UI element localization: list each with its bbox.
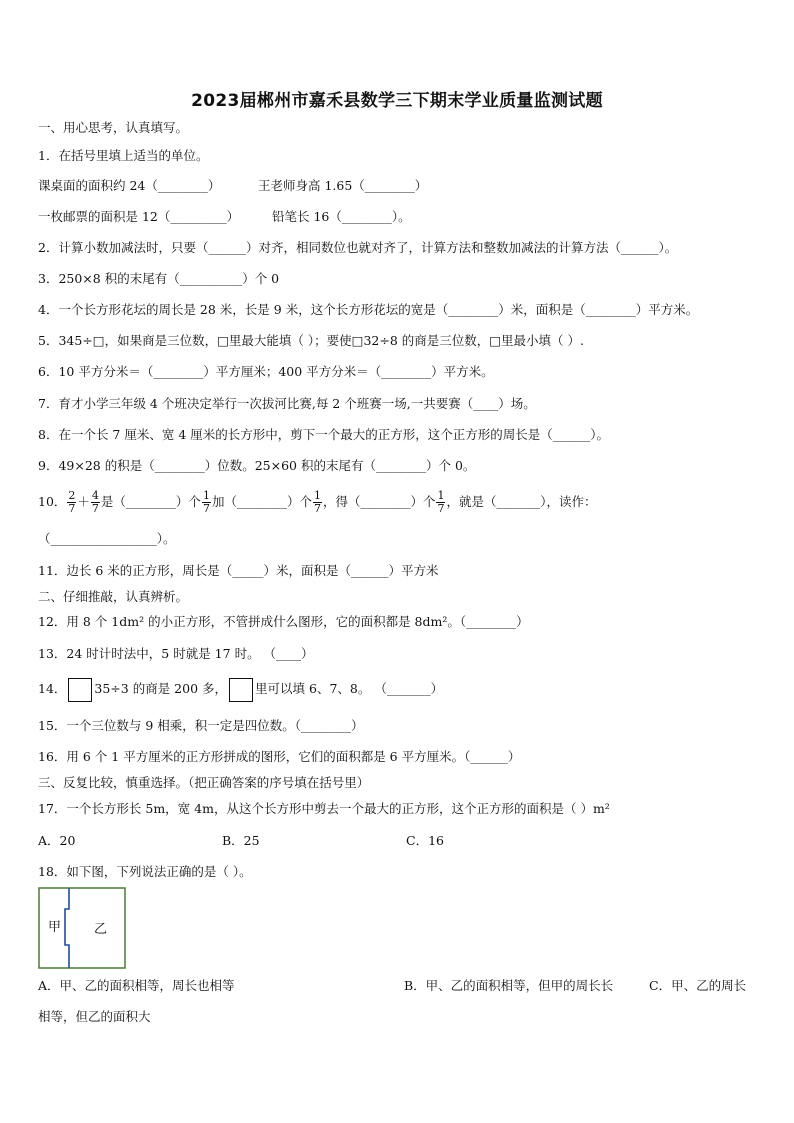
question-18-option-c: C．甲、乙的周长 [649,978,747,993]
fraction-1-7-b: $\frac{1}{7}$ [313,489,321,515]
blank-box [68,678,92,702]
section-1-heading: 一、用心思考，认真填写。 [38,120,189,135]
question-3: 3．250×8 积的末尾有（__________）个 0 [38,271,280,286]
question-10 [38,484,596,520]
question-2: 2．计算小数加减法时，只要（______）对齐，相同数位也就对齐了，计算方法和整数加减法的计算方法（______）。 [38,240,678,255]
q10-part3: 加（________）个 [211,494,312,509]
question-17-option-b: B．25 [222,833,260,848]
question-18-stem: 18．如下图，下列说法正确的是（ ）。 [38,864,252,879]
question-10-continued: （_________________）。 [38,531,176,546]
question-17-option-a: A．20 [38,833,76,848]
question-4: 4．一个长方形花坛的周长是 28 米，长是 9 米，这个长方形花坛的宽是（________）米，面积是（________）平方米。 [38,302,699,317]
section-3-heading: 三、反复比较，慎重选择。（把正确答案的序号填在括号里） [38,775,370,790]
question-18-option-a: A．甲、乙的面积相等，周长也相等 [38,978,235,993]
question-18-option-b: B．甲、乙的面积相等，但甲的周长长 [404,978,614,993]
question-5: 5．345÷□，如果商是三位数，□里最大能填（ ）；要使□32÷8 的商是三位数，□里最小填（ ）. [38,333,585,348]
question-17-stem: 17．一个长方形长 5m，宽 4m，从这个长方形中剪去一个最大的正方形，这个正方形的面积是（ ）m² [38,801,610,816]
blank-box [229,678,253,702]
q10-part4: ，得（________）个 [322,494,436,509]
q14-part3: 里可以填 6、7、8。 （_______） [255,681,444,696]
question-12: 12．用 8 个 1dm² 的小正方形，不管拼成什么图形，它的面积都是 8dm²。（________） [38,614,529,629]
question-16: 16．用 6 个 1 平方厘米的正方形拼成的图形，它们的面积都是 6 平方厘米。（______） [38,749,521,764]
q10-part5: ，就是（_______），读作： [446,494,597,509]
label-jia: 甲 [48,920,62,935]
label-yi: 乙 [94,922,108,937]
question-15: 15．一个三位数与 9 相乘，积一定是四位数。（________） [38,718,364,733]
question-1-stem: 1．在括号里填上适当的单位。 [38,148,209,163]
fraction-4-7: $\frac{4}{7}$ [91,489,99,515]
fraction-2-7: $\frac{2}{7}$ [68,489,76,515]
question-1-line1a: 课桌面的面积约 24（________） [38,178,221,193]
plus-sign: ＋ [77,494,90,509]
question-1-line2a: 一枚邮票的面积是 12（_________） [38,209,240,224]
question-13: 13．24 时计时法中，5 时就是 17 时。 （____） [38,646,314,661]
question-14 [38,676,443,702]
question-1-line2b: 铅笔长 16（________）。 [272,209,411,224]
question-9: 9．49×28 的积是（________）位数。25×60 积的末尾有（________）个 0。 [38,458,476,473]
question-7: 7．育才小学三年级 4 个班决定举行一次拔河比赛,每 2 个班赛一场,一共要赛（____）场。 [38,396,536,411]
q14-number: 14． [38,681,67,696]
page-title: 2023届郴州市嘉禾县数学三下期末学业质量监测试题 [191,91,603,111]
q10-part2: 是（________）个 [100,494,201,509]
q14-part2: 35÷3 的商是 200 多， [94,681,228,696]
section-2-heading: 二、仔细推敲，认真辨析。 [38,589,189,604]
fraction-1-7-c: $\frac{1}{7}$ [437,489,445,515]
question-18-option-c-continued: 相等，但乙的面积大 [38,1009,151,1024]
question-1-line1b: 王老师身高 1.65（________） [258,178,428,193]
q10-number: 10． [38,494,67,509]
question-8: 8．在一个长 7 厘米、宽 4 厘米的长方形中，剪下一个最大的正方形，这个正方形的周长是（______）。 [38,427,610,442]
question-17-option-c: C．16 [406,833,444,848]
question-18-figure [38,887,126,969]
question-11: 11．边长 6 米的正方形，周长是（_____）米，面积是（______）平方米 [38,563,439,578]
fraction-1-7-a: $\frac{1}{7}$ [202,489,210,515]
question-6: 6．10 平方分米＝（________）平方厘米；400 平方分米＝（________）平方米。 [38,364,494,379]
